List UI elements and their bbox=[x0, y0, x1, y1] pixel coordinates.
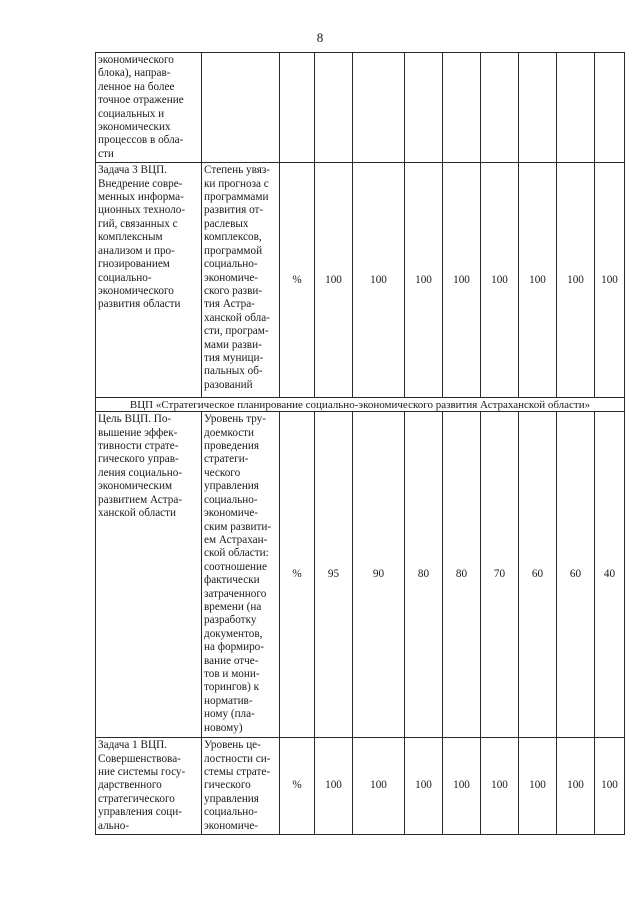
goal-cell: экономического блока), направ- ленное на более точное отражение социальных и экономических процессов в обла- сти bbox=[96, 53, 202, 163]
value-cell: 100 bbox=[405, 738, 443, 835]
page-number: 8 bbox=[316, 30, 324, 45]
value-cell: 80 bbox=[405, 412, 443, 738]
value-cell bbox=[557, 53, 595, 163]
goal-cell: Задача 1 ВЦП. Совершенствова- ние системы госу- дарственного стратегического управления соци- ально- bbox=[96, 738, 202, 835]
value-cell: 60 bbox=[519, 412, 557, 738]
value-cell: 100 bbox=[481, 163, 519, 398]
value-cell: 100 bbox=[315, 163, 353, 398]
value-cell: 60 bbox=[557, 412, 595, 738]
value-cell bbox=[443, 53, 481, 163]
value-cell: 100 bbox=[315, 738, 353, 835]
value-cell: 40 bbox=[595, 412, 625, 738]
value-cell: 100 bbox=[405, 163, 443, 398]
value-cell: 100 bbox=[481, 738, 519, 835]
section-row bbox=[96, 398, 625, 412]
value-cell: 100 bbox=[519, 163, 557, 398]
unit-cell: % bbox=[280, 738, 315, 835]
value-cell bbox=[315, 53, 353, 163]
value-cell: 70 bbox=[481, 412, 519, 738]
value-cell bbox=[353, 53, 405, 163]
section-heading: ВЦП «Стратегическое планирование социально-экономического развития Астраханской области» bbox=[96, 398, 625, 412]
table-row bbox=[96, 738, 625, 835]
table-row bbox=[96, 412, 625, 738]
unit-cell bbox=[280, 53, 315, 163]
indicator-cell: Степень увяз- ки прогноза с программами развития от- раслевых комплексов, программой социально- экономиче- ского разви- тия Астра- ханской обла- сти, програм- мами разви- тия муници- пальных об- разований bbox=[202, 163, 280, 398]
value-cell: 95 bbox=[315, 412, 353, 738]
value-cell bbox=[595, 53, 625, 163]
table-row bbox=[96, 163, 625, 398]
goal-cell: Задача 3 ВЦП. Внедрение совре- менных информа- ционных техноло- гий, связанных с комплексным анализом и про- гнозированием социально- экономического развития области bbox=[96, 163, 202, 398]
indicators-table bbox=[95, 52, 625, 835]
value-cell: 100 bbox=[557, 163, 595, 398]
value-cell: 90 bbox=[353, 412, 405, 738]
unit-cell: % bbox=[280, 163, 315, 398]
value-cell bbox=[519, 53, 557, 163]
value-cell bbox=[405, 53, 443, 163]
value-cell: 100 bbox=[443, 163, 481, 398]
value-cell: 100 bbox=[557, 738, 595, 835]
value-cell: 100 bbox=[595, 738, 625, 835]
value-cell bbox=[481, 53, 519, 163]
indicator-cell: Уровень це- лостности си- стемы страте- гического управления социально- экономиче- bbox=[202, 738, 280, 835]
value-cell: 100 bbox=[353, 163, 405, 398]
table-row bbox=[96, 53, 625, 163]
unit-cell: % bbox=[280, 412, 315, 738]
value-cell: 80 bbox=[443, 412, 481, 738]
value-cell: 100 bbox=[595, 163, 625, 398]
value-cell: 100 bbox=[443, 738, 481, 835]
indicator-cell bbox=[202, 53, 280, 163]
indicator-cell: Уровень тру- доемкости проведения стратеги- ческого управления социально- экономиче- ским развити- ем Астрахан- ской области: соотношение фактически затраченного времени (на разработку документов, на формиро- вание отче- тов и мони- торингов) к норматив- ному (пла- новому) bbox=[202, 412, 280, 738]
goal-cell: Цель ВЦП. По- вышение эффек- тивности страте- гического управ- ления социально- экономическим развитием Астра- ханской области bbox=[96, 412, 202, 738]
value-cell: 100 bbox=[519, 738, 557, 835]
value-cell: 100 bbox=[353, 738, 405, 835]
